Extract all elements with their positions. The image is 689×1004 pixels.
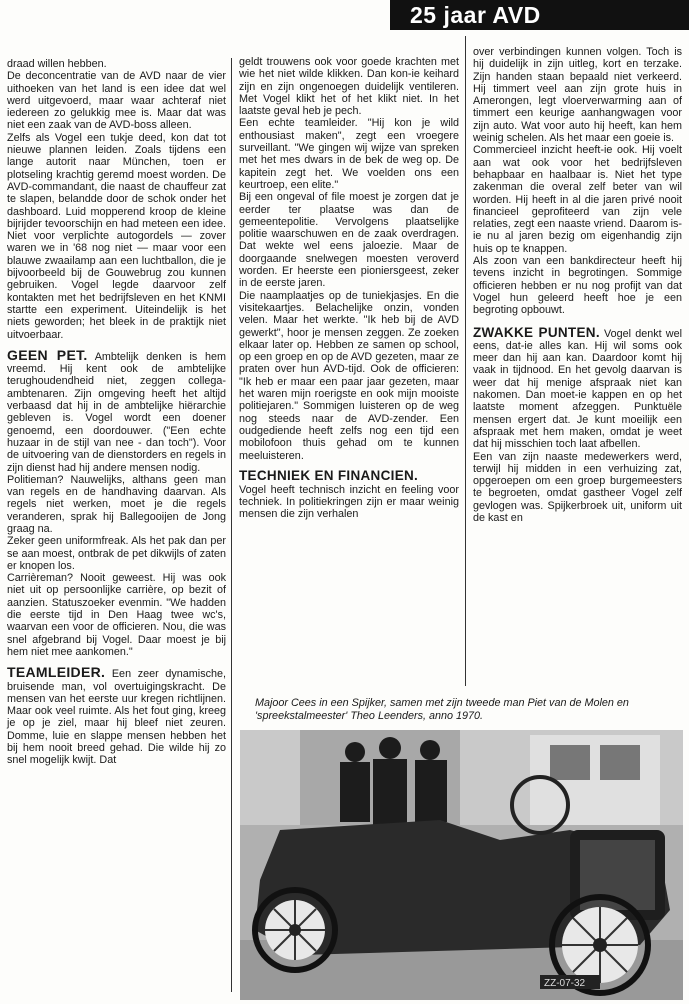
- column-divider: [231, 58, 232, 992]
- photo-caption: Majoor Cees in een Spijker, samen met zijn tweede man Piet van de Molen en 'spreekstalmeester' Theo Leenders, anno 1970.: [255, 697, 629, 722]
- paragraph: ZWAKKE PUNTEN. Vogel denkt wel eens, dat-ie alles kan. Hij wil soms ook meer dan hij aan kan. Daardoor komt hij vaak in tijdnood. En het gevolg daarvan is weer dat hij menige afspraak niet kan nakomen. Dan moet-ie kappen en op het laatste moment afzeggen. Punktuële mensen ergert dat. Je kunt moeilijk een afspraak met hem maken, omdat je weet dat hij misschien toch laat afbellen.: [473, 324, 683, 451]
- paragraph: Zeker geen uniformfreak. Als het pak dan per se aan moest, ontbrak de pet dikwijls of zaten er knopen los.: [7, 535, 226, 572]
- subheading-zwakke-punten: ZWAKKE PUNTEN.: [473, 324, 600, 340]
- paragraph: Carrièreman? Nooit geweest. Hij was ook niet uit op persoonlijke carrière, op bezit of aanzien. Statuszoeker evenmin. "We hadden die eerste tijd in Den Haag twee wc's, waarvan een voor de officieren. Nou, die was snel afgebrand bij Vogel. Daar moest je bij hem niet mee aankomen.": [7, 572, 226, 658]
- section-header: [390, 0, 689, 30]
- vintage-car-photo: [240, 730, 683, 1000]
- paragraph: Politieman? Nauwelijks, althans geen man van regels en de handhaving daarvan. Als regels niet werken, moet je die regels veranderen, sprak hij Ballegooijen de Jong graag na.: [7, 473, 226, 535]
- article-column-2: [239, 56, 459, 521]
- article-column-1: [7, 58, 226, 767]
- paragraph: Zelfs als Vogel een tukje deed, kon dat tot nieuwe plannen leiden. Zoals tijdens een lange autorit naar München, toen er plotseling krachtig geremd moest worden. De AVD-commandant, die naast de chauffeur zat te slapen, belandde door de schok onder het dashboard. Luid mopperend kroop de kleine bijrijder tevoorschijn en had meteen een idee. Niet voor verplichte autogordels — zover waren we in '68 nog niet — maar voor een blauwe zwaailamp aan een luchtballon, die je bijvoorbeeld bij de Gouwebrug zou kunnen gebruiken. Vogel legde daarvoor zelf kontakten met het bedrijfsleven en het KNMI startte een experiment. Uiteindelijk is het niets geworden; het bleek in de praktijk niet uitvoerbaar.: [7, 131, 226, 341]
- paragraph: Die naamplaatjes op de tuniekjasjes. En die visitekaartjes. Belachelijke onzin, vonden velen. Maar het werkte. "Ik heb bij de AVD gewerkt", hoor je mensen zeggen. Ze zoeken elkaar later op. Hebben ze samen op school, op een groep en op de AVD gezeten, maar ze praten over hun AVD-tijd. Ook de officieren: "Ik heb er maar een paar jaar gezeten, maar het waren mijn roerigste en ook mijn mooiste politiejaren." Sommigen luisteren op de weg nog steeds naar de AVD-zender. Een oudgediende heeft zelfs nog een tijd een mobilofoon thuis gehad om te kunnen meeluisteren.: [239, 289, 459, 462]
- paragraph: Bij een ongeval of file moest je zorgen dat je eerder ter plaatse was dan de gemeentepolitie. Vervolgens plaatselijke politie waarschuwen en de zaak overdragen. Dat wekte wel eens jaloezie. Maar de doorgaande snelwegen moesten veroverd worden. Er heerste een pioniersgeest, zeker in de eerste jaren.: [239, 191, 459, 290]
- section-title: 25 jaar AVD: [410, 2, 541, 28]
- paragraph: Een echte teamleider. "Hij kon je wild enthousiast maken", zegt een vroegere surveillant. "We gingen wij wijze van spreken met het mes dwars in de bek de weg op. De kapitein zegt het. We voelden ons een keurtroep, een elite.": [239, 117, 459, 191]
- officer-figures: [340, 737, 447, 829]
- article-column-3: [473, 46, 682, 524]
- paragraph: Vogel heeft technisch inzicht en feeling voor techniek. In politiekringen zijn er maar weinig mensen die zijn verhalen: [239, 483, 459, 521]
- paragraph: draad willen hebben.: [7, 58, 107, 70]
- paragraph: Als zoon van een bankdirecteur heeft hij tevens inzicht in begrotingen. Sommige officieren hebben er nu nog profijt van dat Vogel hun geleerd heeft hoe je een begroting opbouwt.: [473, 255, 682, 317]
- license-plate: ZZ-07-32: [544, 978, 586, 989]
- paragraph: TEAMLEIDER. Een zeer dynamische, bruisende man, vol overtuigingskracht. De mensen van het eerste uur kregen richtlijnen. Maar ook veel ruimte. Als het fout ging, kreeg je op je ziel, maar hij bleef niet zeuren. Domme, luie en slappe mensen hebben het bij hem nooit breed gehad. Die wilde hij zo snel mogelijk kwijt. Dat: [7, 664, 226, 767]
- paragraph: over verbindingen kunnen volgen. Toch is hij duidelijk in zijn uitleg, kort en terzake. Zijn handen staan bepaald niet verkeerd. Hij timmert veel aan zijn grote huis in Amerongen, legt vloerverwarming aan of timmert een keurige aanhangwagen voor zijn auto. Wat voor auto hij heeft, kan hem weinig schelen. Als het maar een goeie is.: [473, 46, 682, 145]
- paragraph: Een van zijn naaste medewerkers werd, terwijl hij midden in een verhuizing zat, opgeroepen om een groep burgemeesters te begroeten, omdat gastheer Vogel zelf gevlogen was. Spijkerbroek uit, uniform uit de kast en: [473, 450, 682, 524]
- paragraph: GEEN PET. Ambtelijk denken is hem vreemd. Hij kent ook de ambtelijke terughoudendheid niet, zeggen collega-ambtenaren. Zijn omgeving heeft het altijd verbaasd dat hij in de ambtelijke hiërarchie gebleven is. Vogel wordt een doener genoemd, een doordouwer. ("Een echte huzaar in de stijl van nee - dan toch"). Voor de uitvoering van de dienstorders en regels in zijn dienst had hij andere mensen nodig.: [7, 346, 226, 474]
- paragraph: Commercieel inzicht heeft-ie ook. Hij voelt aan wat ook voor het bedrijfsleven behapbaar en haalbaar is. Niet het type zakenman die overal zelf beter van wil worden. Hij heeft in al die jaren privé nooit financieel geprofiteerd van zijn vele relaties, zegt een naaste vriend. Daarom is-ie nu al jaren bezig om eigenhandig zijn huis op te knappen.: [473, 144, 682, 255]
- car-illustration: [240, 730, 683, 1000]
- subheading-techniek: TECHNIEK EN FINANCIEN.: [239, 467, 419, 483]
- column-divider: [465, 36, 466, 686]
- paragraph: De deconcentratie van de AVD naar de vier uithoeken van het land is een idee dat wel werd uitgevoerd, maar waar achteraf niet iedereen zo gelukkig mee is. Maar dat was niet een zaak van de AVD-boss alleen.: [7, 70, 226, 132]
- subheading-geen-pet: GEEN PET.: [7, 346, 88, 363]
- paragraph: geldt trouwens ook voor goede krachten met wie het niet wilde klikken. Dan kon-ie keihard zijn en zijn ongenoegen duidelijk ventileren. Met Vogel klikt het of het klikt niet. In het laatste geval heb je pech.: [239, 56, 459, 118]
- subheading-teamleider: TEAMLEIDER.: [7, 664, 106, 681]
